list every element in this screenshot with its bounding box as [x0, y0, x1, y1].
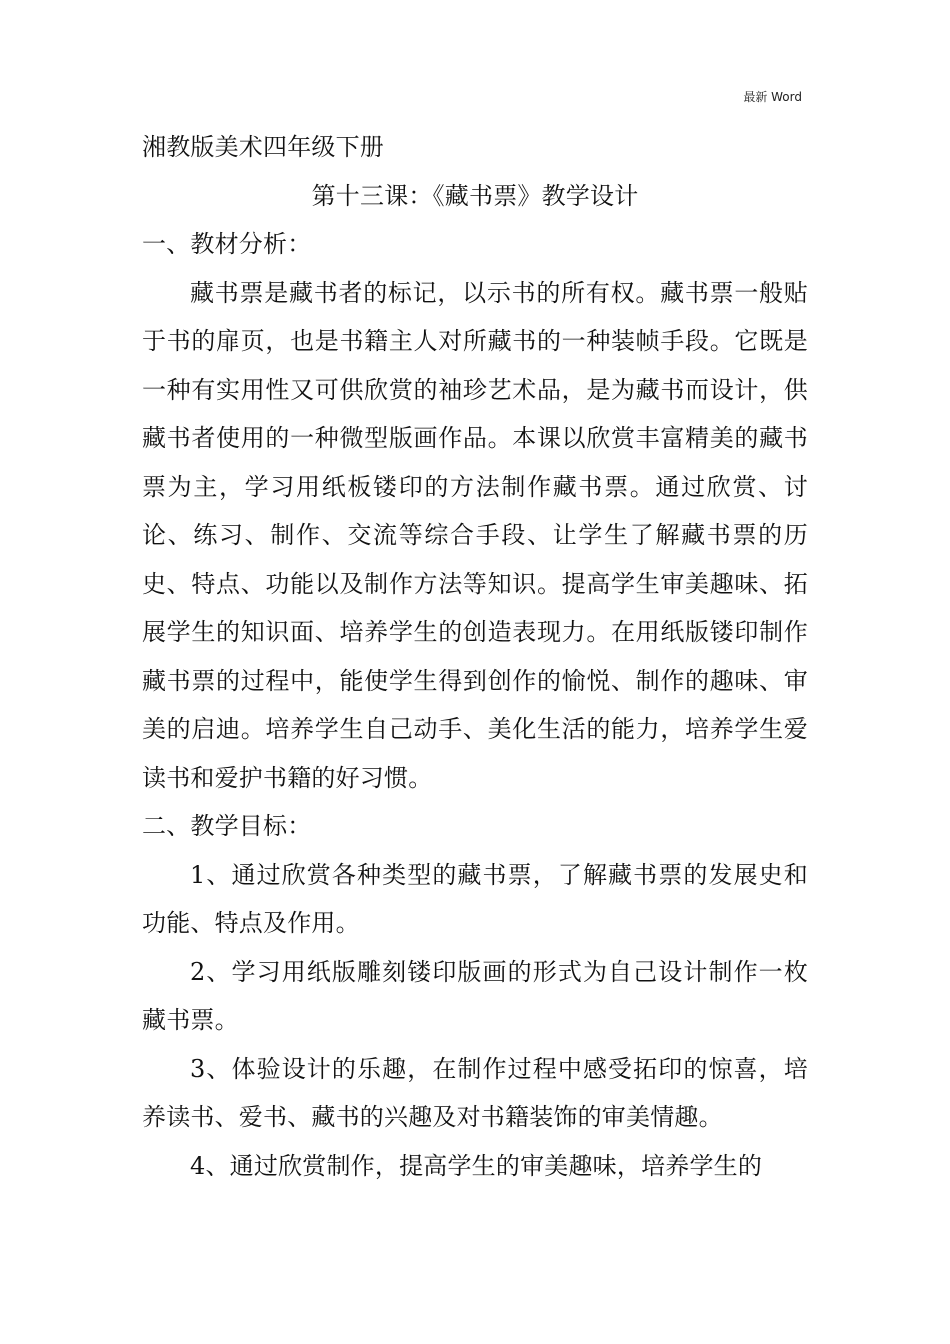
section-heading-objectives: 二、教学目标： [142, 812, 312, 840]
objective-item-4: 4、通过欣赏制作，提高学生的审美趣味，培养学生的 [190, 1151, 763, 1180]
section-heading-analysis: 一、教材分析： [142, 230, 312, 258]
header-note: 最新 Word [743, 90, 802, 104]
document-title: 湘教版美术四年级下册 [142, 133, 384, 161]
lesson-title: 第十三课：《藏书票》教学设计 [311, 181, 639, 210]
objective-item-3: 3、体验设计的乐趣，在制作过程中感受拓印的惊喜，培养读书、爱书、藏书的兴趣及对书籍装饰的审美情趣。 [142, 1054, 808, 1131]
analysis-paragraph: 藏书票是藏书者的标记，以示书的所有权。藏书票一般贴于书的扉页，也是书籍主人对所藏书的一种装帧手段。它既是一种有实用性又可供欣赏的袖珍艺术品，是为藏书而设计，供藏书者使用的一种微型版画作品。本课以欣赏丰富精美的藏书票为主，学习用纸板镂印的方法制作藏书票。通过欣赏、讨论、练习、制作、交流等综合手段、让学生了解藏书票的历史、特点、功能以及制作方法等知识。提高学生审美趣味、拓展学生的知识面、培养学生的创造表现力。在用纸版镂印制作藏书票的过程中，能使学生得到创作的愉悦、制作的趣味、审美的启迪。培养学生自己动手、美化生活的能力，培养学生爱读书和爱护书籍的好习惯。 [142, 278, 808, 792]
objective-item-2: 2、学习用纸版雕刻镂印版画的形式为自己设计制作一枚藏书票。 [142, 957, 808, 1034]
objective-item-1: 1、通过欣赏各种类型的藏书票，了解藏书票的发展史和功能、特点及作用。 [142, 860, 808, 937]
document-body [142, 123, 808, 1190]
